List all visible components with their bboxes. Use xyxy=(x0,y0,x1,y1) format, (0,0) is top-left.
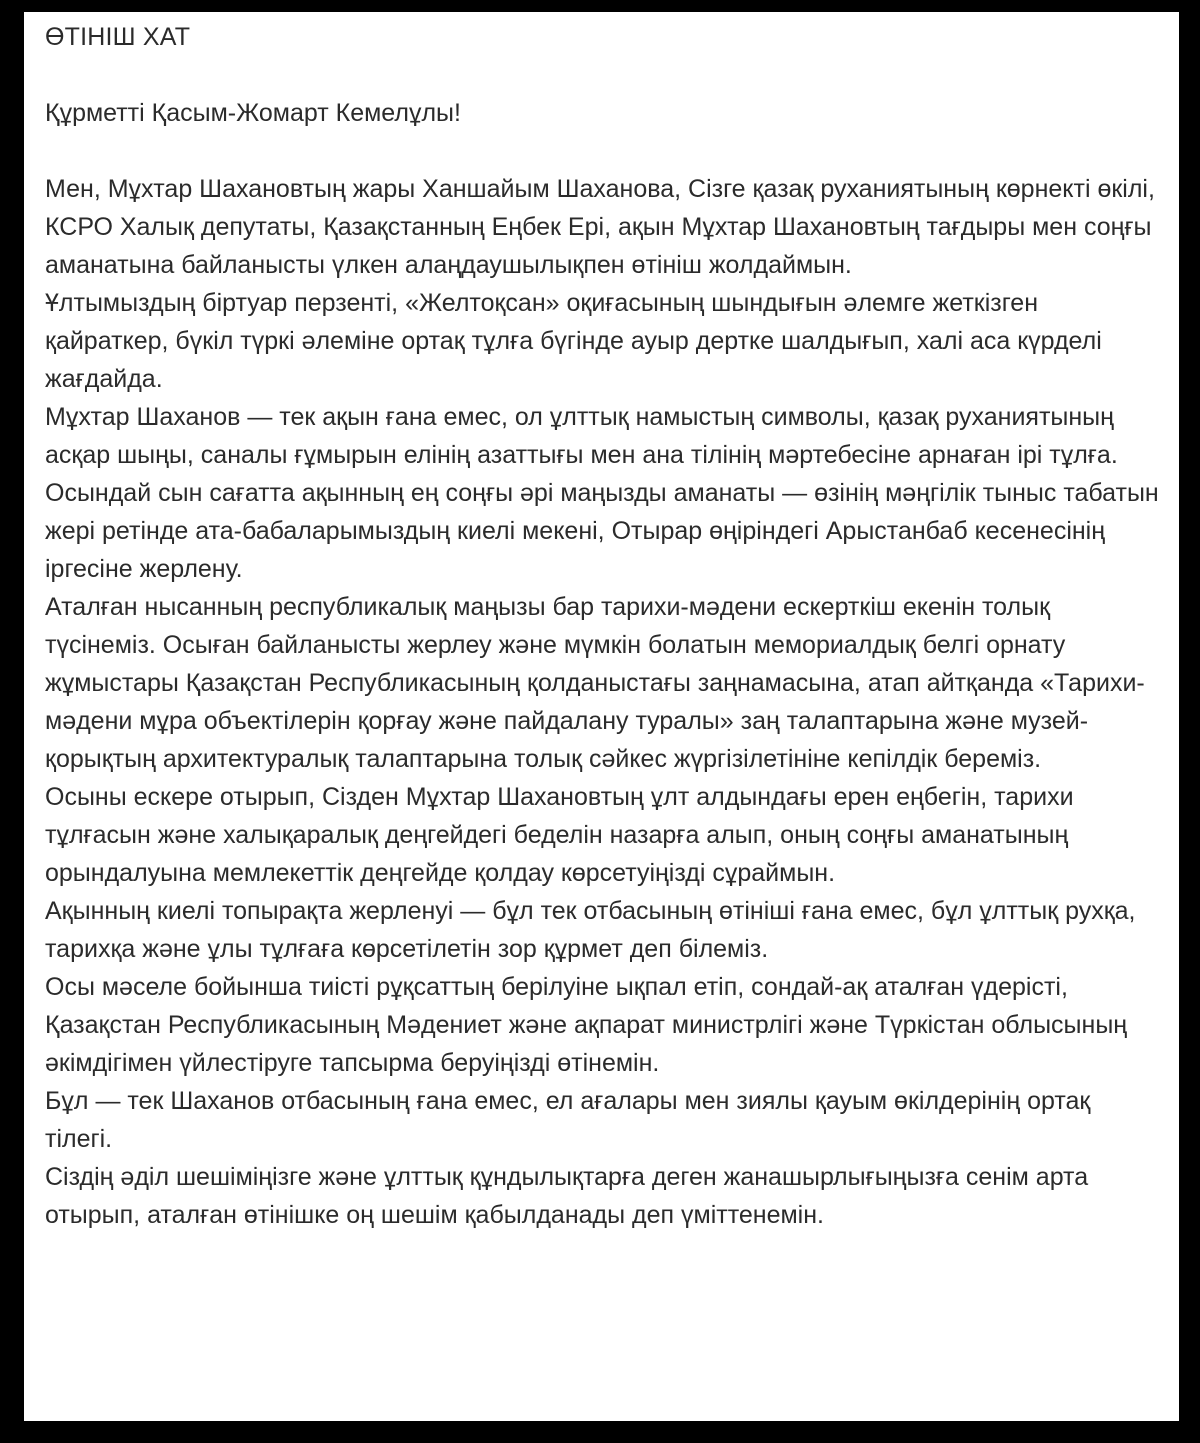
letter-paragraph: Сіздің әділ шешіміңізге және ұлттық құндылықтарға деген жанашырлығыңызға сенім арта отырып, аталған өтінішке оң шешім қабылданады деп үміттенемін. xyxy=(45,1163,1089,1229)
letter-paragraph: Бұл — тек Шаханов отбасының ғана емес, ел ағалары мен зиялы қауым өкілдерінің ортақ тілегі. xyxy=(45,1087,1091,1153)
letter-paragraph: Осыны ескере отырып, Сізден Мұхтар Шахановтың ұлт алдындағы ерен еңбегін, тарихи тұлғасын және халықаралық деңгейдегі беделін назарға алып, оның соңғы аманатының орындалуына мемлекеттік деңгейде қолдау көрсетуіңізді сұраймын. xyxy=(45,783,1074,887)
letter-salutation: Құрметті Қасым-Жомарт Кемелұлы! xyxy=(45,99,461,127)
letter-paragraph: Мұхтар Шаханов — тек ақын ғана емес, ол ұлттық намыстың символы, қазақ руханиятының асқар шыңы, саналы ғұмырын елінің азаттығы мен ана тілінің мәртебесіне арнаған ірі тұлға. xyxy=(45,403,1118,469)
letter-paragraph: Мен, Мұхтар Шахановтың жары Ханшайым Шаханова, Сізге қазақ руханиятының көрнекті өкілі, КСРО Халық депутаты, Қазақстанның Еңбек Ері, ақын Мұхтар Шахановтың тағдыры мен соңғы аманатына байланысты үлкен алаңдаушылықпен өтініш жолдаймын. xyxy=(45,175,1155,279)
letter-paragraph: Ұлтымыздың біртуар перзенті, «Желтоқсан» оқиғасының шындығын әлемге жеткізген қайраткер, бүкіл түркі әлеміне ортақ тұлға бүгінде ауыр дертке шалдығып, халі аса күрделі жағдайда. xyxy=(45,289,1102,393)
letter-paragraph: Осы мәселе бойынша тиісті рұқсаттың берілуіне ықпал етіп, сондай-ақ аталған үдерісті, Қазақстан Республикасының Мәдениет және ақпарат министрлігі және Түркістан облысының әкімдігімен үйлестіруге тапсырма беруіңізді өтінемін. xyxy=(45,973,1128,1077)
letter-page xyxy=(24,12,1179,1421)
letter-body xyxy=(45,170,1159,1234)
letter-paragraph: Аталған нысанның республикалық маңызы бар тарихи-мәдени ескерткіш екенін толық түсінеміз. Осыған байланысты жерлеу және мүмкін болатын мемориалдық белгі орнату жұмыстары Қазақстан Республикасының қолданыстағы заңнамасына, атап айтқанда «Тарихи-мәдени мұра объектілерін қорғау және пайдалану туралы» заң талаптарына және музей-қорықтың архитектуралық талаптарына толық сәйкес жүргізілетініне кепілдік береміз. xyxy=(45,593,1145,773)
letter-paragraph: Ақынның киелі топырақта жерленуі — бұл тек отбасының өтініші ғана емес, бұл ұлттық рухқа, тарихқа және ұлы тұлғаға көрсетілетін зор құрмет деп білеміз. xyxy=(45,897,1136,963)
letter-paragraph: Осындай сын сағатта ақынның ең соңғы әрі маңызды аманаты — өзінің мәңгілік тыныс табатын жері ретінде ата-бабаларымыздың киелі мекені, Отырар өңіріндегі Арыстанбаб кесенесінің іргесіне жерлену. xyxy=(45,479,1159,583)
letter-title: ӨТІНІШ ХАТ xyxy=(45,23,191,51)
